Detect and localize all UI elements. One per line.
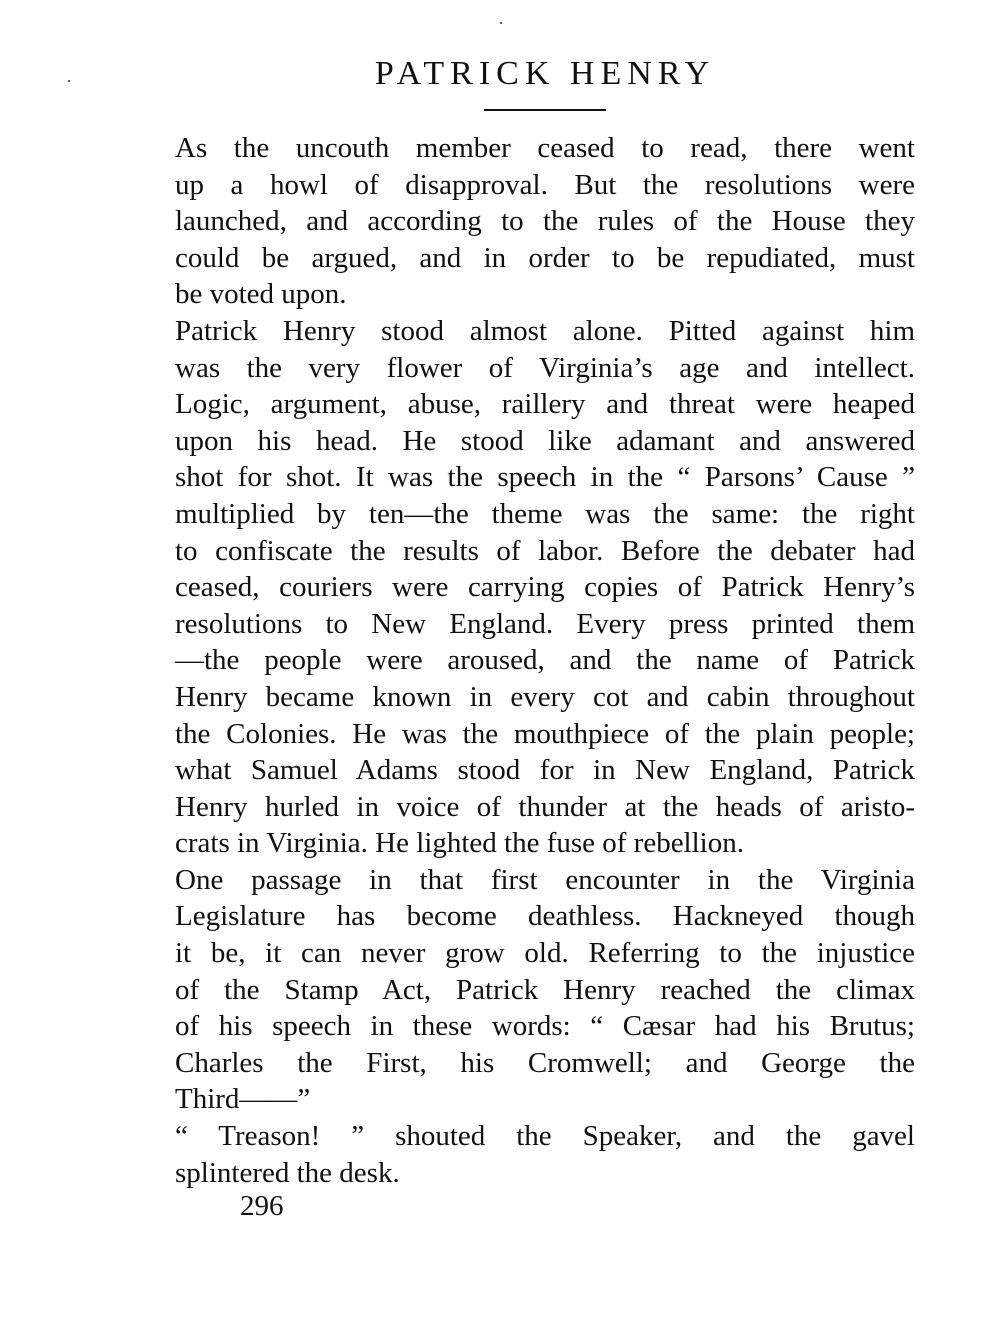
title-rule <box>484 109 606 111</box>
text-line: Charles the First, his Cromwell; and George the <box>175 1046 915 1079</box>
text-line: shot for shot. It was the speech in the “ Parsons’ Cause ” <box>175 461 915 494</box>
text-line: —the people were aroused, and the name of Patrick <box>175 644 915 677</box>
page-number: 296 <box>240 1190 284 1222</box>
text-line: splintered the desk. <box>175 1156 400 1189</box>
text-line: it be, it can never grow old. Referring to the injustice <box>175 937 915 970</box>
text-line: Legislature has become deathless. Hackneyed though <box>175 900 915 933</box>
print-speck <box>500 22 502 24</box>
print-speck <box>68 80 70 82</box>
text-line: Third——” <box>175 1083 311 1116</box>
text-line: the Colonies. He was the mouthpiece of the plain people; <box>175 717 915 750</box>
text-line: upon his head. He stood like adamant and answered <box>175 424 915 457</box>
text-line: Patrick Henry stood almost alone. Pitted against him <box>175 314 915 347</box>
paragraph <box>175 1118 915 1191</box>
body-text <box>175 130 915 1191</box>
text-line: resolutions to New England. Every press printed them <box>175 607 915 640</box>
text-line: be voted upon. <box>175 278 347 311</box>
running-title: PATRICK HENRY <box>374 55 716 92</box>
text-line: was the very flower of Virginia’s age and intellect. <box>175 351 915 384</box>
paragraph <box>175 862 915 1118</box>
text-line: One passage in that first encounter in the Virginia <box>175 863 915 896</box>
text-line: launched, and according to the rules of the House they <box>175 205 915 238</box>
text-line: “ Treason! ” shouted the Speaker, and the gavel <box>175 1120 915 1153</box>
paragraph <box>175 130 915 313</box>
text-line: Logic, argument, abuse, raillery and threat were heaped <box>175 388 915 421</box>
text-line: multiplied by ten—the theme was the same: the right <box>175 497 915 530</box>
text-line: of the Stamp Act, Patrick Henry reached the climax <box>175 973 915 1006</box>
text-line: Henry hurled in voice of thunder at the heads of aristo- <box>175 790 915 823</box>
text-line: to confiscate the results of labor. Before the debater had <box>175 534 915 567</box>
text-line: As the uncouth member ceased to read, there went <box>175 132 915 164</box>
text-line: up a howl of disapproval. But the resolutions were <box>175 168 915 201</box>
text-line: crats in Virginia. He lighted the fuse of rebellion. <box>175 827 744 860</box>
text-line: what Samuel Adams stood for in New England, Patrick <box>175 754 915 787</box>
paragraph <box>175 313 915 862</box>
text-line: could be argued, and in order to be repudiated, must <box>175 241 915 274</box>
text-line: Henry became known in every cot and cabin throughout <box>175 680 915 713</box>
text-line: ceased, couriers were carrying copies of Patrick Henry’s <box>175 571 915 604</box>
text-line: of his speech in these words: “ Cæsar had his Brutus; <box>175 1010 915 1043</box>
